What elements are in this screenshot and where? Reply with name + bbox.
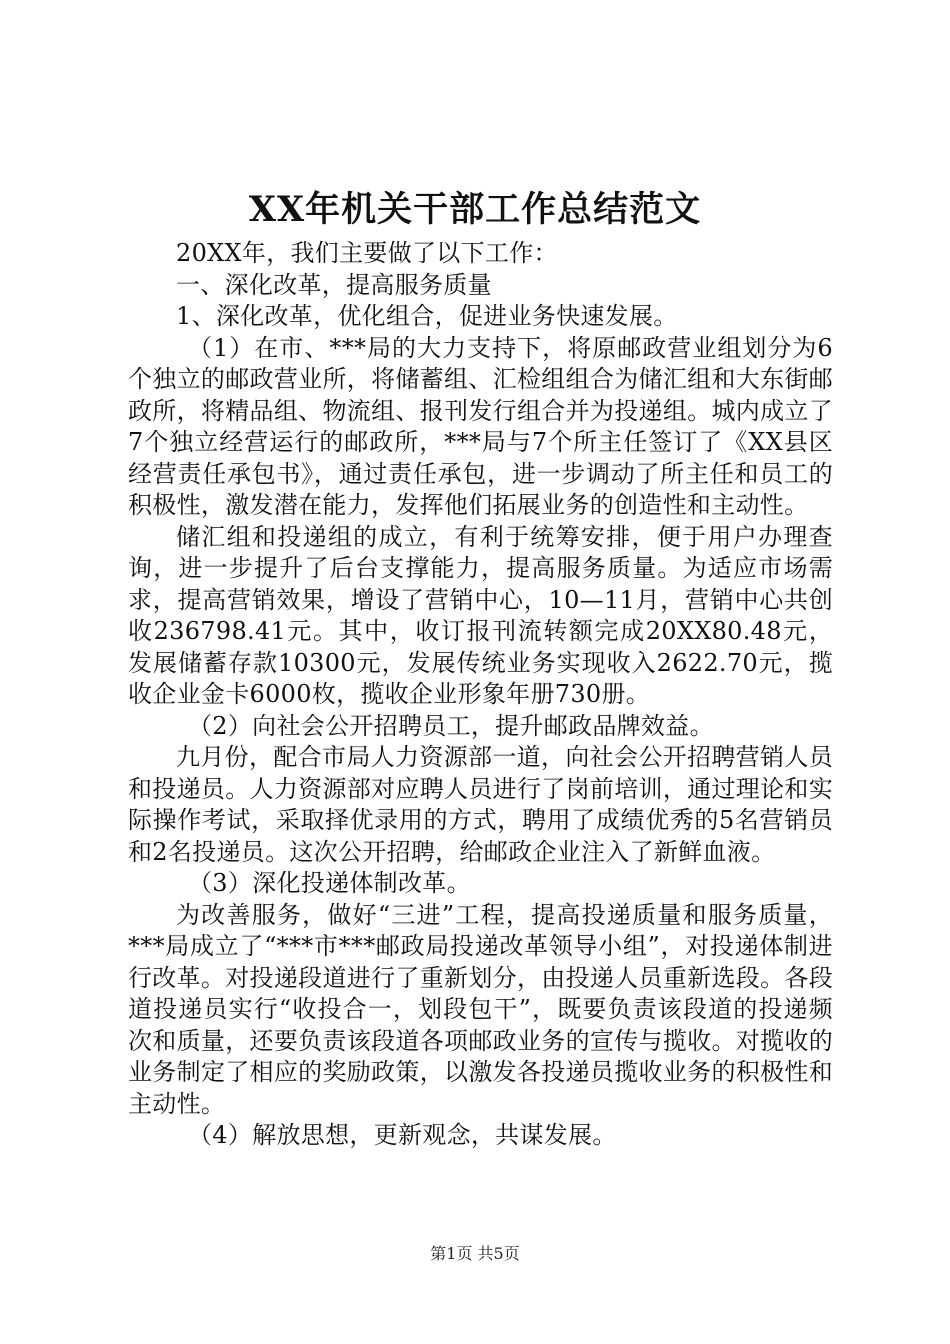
paragraph-body: 储汇组和投递组的成立，有利于统筹安排，便于用户办理查询，进一步提升了后台支撑能力，提高服务质量。为适应市场需求，提高营销效果，增设了营销中心，10—11月，营销中心共创收236798.41元。其中，收订报刊流转额完成20XX80.48元，发展储蓄存款10300元，发展传统业务实现收入2622.70元，揽收企业金卡6000枚，揽收企业形象年册730册。 <box>128 522 833 708</box>
document-body <box>128 238 833 1152</box>
paragraph-item-2: （2）向社会公开招聘员工，提升邮政品牌效益。 <box>188 711 714 740</box>
subsection-heading: 1、深化改革，优化组合，促进业务快速发展。 <box>176 302 678 330</box>
paragraph-item-1: （1）在市、***局的大力支持下，将原邮政营业组划分为6个独立的邮政营业所，将储蓄组、汇检组组合为储汇组和大东街邮政所，将精品组、物流组、报刊发行组合并为投递组。城内成立了7个独立经营运行的邮政所，***局与7个所主任签订了《XX县区经营责任承包书》，通过责任承包，进一步调动了所主任和员工的积极性，激发潜在能力，发挥他们拓展业务的创造性和主动性。 <box>128 333 833 519</box>
paragraph-intro: 20XX年，我们主要做了以下工作： <box>176 239 558 267</box>
paragraph-body: 九月份，配合市局人力资源部一道，向社会公开招聘营销人员和投递员。人力资源部对应聘人员进行了岗前培训，通过理论和实际操作考试，采取择优录用的方式，聘用了成绩优秀的5名营销员和2名投递员。这次公开招聘，给邮政企业注入了新鲜血液。 <box>128 743 833 866</box>
section-heading: 一、深化改革，提高服务质量 <box>176 270 492 299</box>
paragraph-body: 为改善服务，做好“三进”工程，提高投递质量和服务质量，***局成立了“***市***邮政局投递改革领导小组”，对投递体制进行改革。对投递段道进行了重新划分，由投递人员重新选段。各段道投递员实行“收投合一，划段包干”，既要负责该段道的投递频次和质量，还要负责该段道各项邮政业务的宣传与揽收。对揽收的业务制定了相应的奖励政策，以激发各投递员揽收业务的积极性和主动性。 <box>128 900 833 1118</box>
paragraph-item-3: （3）深化投递体制改革。 <box>188 869 471 897</box>
document-title: XX年机关干部工作总结范文 <box>248 189 702 230</box>
page-number-footer: 第1页 共5页 <box>430 1244 520 1263</box>
paragraph-item-4: （4）解放思想，更新观念，共谋发展。 <box>188 1121 617 1149</box>
